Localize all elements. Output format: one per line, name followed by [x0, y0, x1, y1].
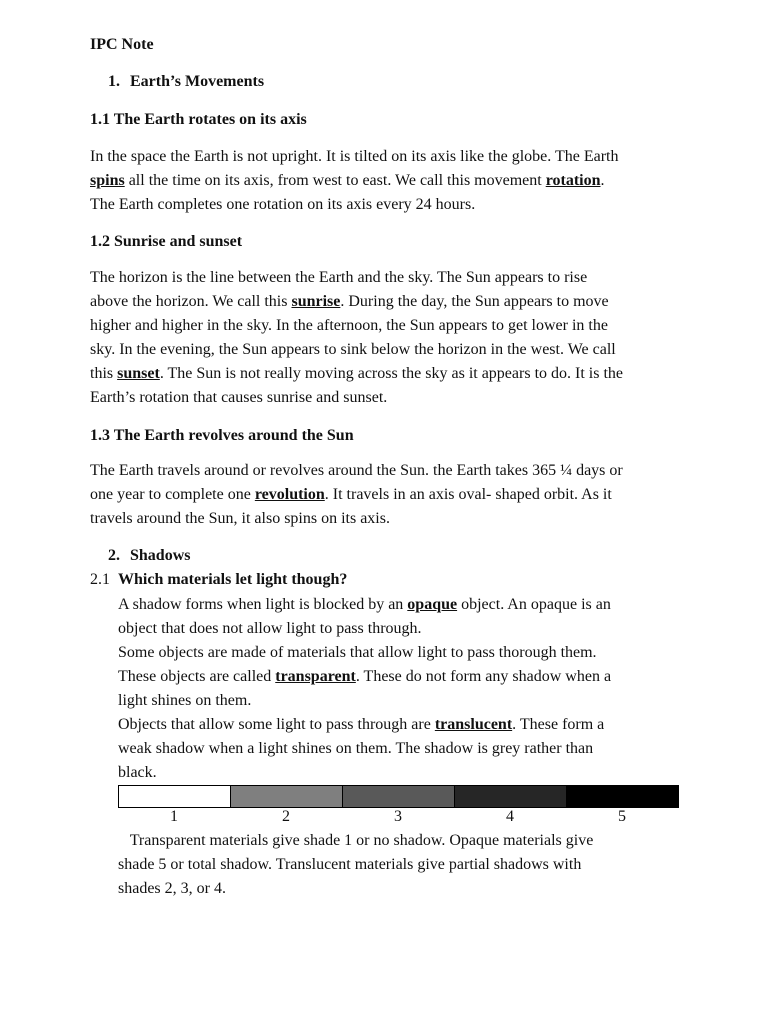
page-title: IPC Note [90, 36, 154, 53]
paragraph-line [90, 362, 690, 386]
keyword-sunrise: sunrise [291, 293, 341, 310]
paragraph-line: sky. In the evening, the Sun appears to sink below the horizon in the west. We call [90, 341, 616, 358]
paragraph-line [118, 665, 698, 689]
paragraph-line: The Earth completes one rotation on its axis every 24 hours. [90, 196, 476, 213]
text-run: this [90, 365, 118, 382]
text-run: all the time on its axis, from west to east. We call this movement [124, 172, 546, 189]
subsection-1-2-heading: 1.2 Sunrise and sunset [90, 233, 243, 250]
paragraph-line: weak shadow when a light shines on them. The shadow is grey rather than [118, 740, 594, 757]
keyword-spins: spins [90, 172, 125, 189]
shade-label-4: 4 [506, 808, 514, 825]
keyword-transparent: transparent [275, 668, 356, 685]
paragraph-line: Earth’s rotation that causes sunrise and sunset. [90, 389, 388, 406]
text-run: Objects that allow some light to pass through are [118, 716, 435, 733]
paragraph-line: Transparent materials give shade 1 or no shadow. Opaque materials give [118, 832, 594, 849]
text-run: . [600, 172, 605, 189]
paragraph-line: light shines on them. [118, 692, 252, 709]
subsection-1-2-paragraph [90, 266, 690, 410]
shade-label-3: 3 [394, 808, 402, 825]
subsection-1-3-heading: 1.3 The Earth revolves around the Sun [90, 427, 354, 444]
paragraph-line: In the space the Earth is not upright. It is tilted on its axis like the globe. The Earth [90, 148, 619, 165]
paragraph-line: shade 5 or total shadow. Translucent materials give partial shadows with [118, 856, 582, 873]
paragraph-line: shades 2, 3, or 4. [118, 880, 226, 897]
section-2-heading: Shadows [130, 547, 191, 564]
text-run: A shadow forms when light is blocked by an [118, 596, 408, 613]
shade-swatch-1 [119, 786, 231, 807]
paragraph-line [118, 713, 698, 737]
shade-label-5: 5 [618, 808, 626, 825]
shade-swatch-2 [231, 786, 343, 807]
paragraph-line: object that does not allow light to pass through. [118, 620, 422, 637]
keyword-translucent: translucent [434, 716, 513, 733]
text-run: . It travels in an axis oval- shaped orbit. As it [324, 486, 612, 503]
paragraph-line: black. [118, 764, 157, 781]
paragraph-line [90, 483, 690, 507]
text-run: . These form a [512, 716, 605, 733]
paragraph-line: Some objects are made of materials that allow light to pass thorough them. [118, 644, 597, 661]
shade-summary-paragraph [118, 829, 698, 901]
text-run: . During the day, the Sun appears to move [340, 293, 609, 310]
shade-swatch-4 [455, 786, 567, 807]
keyword-revolution: revolution [254, 486, 325, 503]
keyword-rotation: rotation [545, 172, 601, 189]
paragraph-line: The horizon is the line between the Earth and the sky. The Sun appears to rise [90, 269, 588, 286]
subsection-1-1-heading: 1.1 The Earth rotates on its axis [90, 111, 307, 128]
text-run: These objects are called [118, 668, 276, 685]
shade-label-1: 1 [170, 808, 178, 825]
text-run: . These do not form any shadow when a [355, 668, 612, 685]
keyword-opaque: opaque [407, 596, 458, 613]
paragraph-line [90, 290, 690, 314]
shade-swatch-5 [567, 786, 678, 807]
section-1-heading: Earth’s Movements [130, 73, 265, 90]
text-run: one year to complete one [90, 486, 255, 503]
shade-scale [118, 785, 679, 808]
subsection-2-1-paragraph [118, 593, 698, 785]
text-run: object. An opaque is an [457, 596, 611, 613]
subsection-2-1-heading: Which materials let light though? [118, 571, 348, 588]
shade-swatch-3 [343, 786, 455, 807]
text-run: above the horizon. We call this [90, 293, 292, 310]
paragraph-line: The Earth travels around or revolves around the Sun. the Earth takes 365 ¼ days or [90, 462, 623, 479]
shade-scale-labels [118, 808, 678, 826]
text-run: . The Sun is not really moving across the sky as it appears to do. It is the [159, 365, 623, 382]
keyword-sunset: sunset [117, 365, 160, 382]
subsection-1-3-paragraph [90, 459, 690, 531]
paragraph-line: higher and higher in the sky. In the afternoon, the Sun appears to get lower in the [90, 317, 608, 334]
section-1-number: 1. [108, 73, 120, 90]
paragraph-line: travels around the Sun, it also spins on its axis. [90, 510, 390, 527]
paragraph-line [90, 169, 690, 193]
paragraph-line [118, 593, 698, 617]
shade-label-2: 2 [282, 808, 290, 825]
section-2-number: 2. [108, 547, 120, 564]
subsection-1-1-paragraph [90, 145, 690, 217]
subsection-2-1-number: 2.1 [90, 571, 110, 588]
